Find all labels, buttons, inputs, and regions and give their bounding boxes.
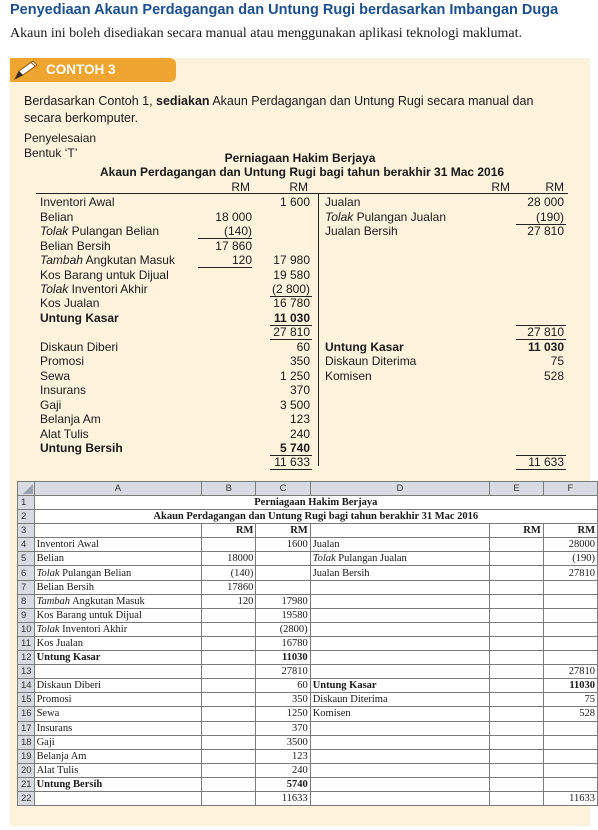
table-row (18, 651, 598, 665)
cell[interactable] (490, 538, 544, 552)
cell[interactable] (202, 651, 256, 665)
cell[interactable] (202, 791, 256, 805)
cell[interactable] (490, 679, 544, 693)
cell[interactable] (34, 665, 202, 679)
cell[interactable]: 11030 (256, 651, 310, 665)
cell[interactable] (202, 665, 256, 679)
cell[interactable]: 5740 (256, 777, 310, 791)
select-all-corner[interactable] (18, 482, 35, 496)
t-label: Tolak Pulangan Jualan (325, 210, 446, 224)
cell[interactable]: 17860 (202, 580, 256, 594)
cell[interactable]: (2800) (256, 622, 310, 636)
column-header-row (18, 482, 598, 496)
cell[interactable]: RM (202, 524, 256, 538)
cell[interactable] (490, 693, 544, 707)
t-value: 240 (289, 427, 310, 441)
row-header[interactable]: 17 (18, 721, 35, 735)
t-label: Inventori Awal (40, 195, 115, 209)
cell[interactable] (202, 538, 256, 552)
cell[interactable]: 60 (256, 679, 310, 693)
table-row (18, 763, 598, 777)
column-header[interactable]: A (34, 482, 202, 496)
cell[interactable] (490, 749, 544, 763)
row-header[interactable]: 8 (18, 594, 35, 608)
t-center-line (318, 193, 319, 466)
cell[interactable] (490, 651, 544, 665)
cell[interactable] (490, 594, 544, 608)
cell[interactable]: 240 (256, 763, 310, 777)
t-value: 16 780 (273, 296, 310, 310)
t-value: 528 (543, 369, 564, 383)
cell[interactable] (256, 580, 310, 594)
t-label: Kos Barang untuk Dijual (40, 268, 169, 282)
section-heading: Penyediaan Akaun Perdagangan dan Untung Rugi berdasarkan Imbangan Duga (10, 2, 559, 18)
intro-text: Berdasarkan Contoh 1, sediakan Akaun Perdagangan dan Untung Rugi secara manual dan secara berkomputer. (24, 94, 534, 125)
t-label: Tolak Inventori Akhir (40, 282, 148, 296)
t-label: Untung Kasar (325, 340, 404, 354)
cell[interactable]: 11633 (543, 791, 597, 805)
t-title-1: Perniagaan Hakim Berjaya (224, 151, 376, 165)
table-row (18, 679, 598, 693)
cell[interactable] (543, 622, 597, 636)
t-value: 1 250 (279, 369, 310, 383)
cell[interactable] (490, 566, 544, 580)
cell[interactable]: Tolak Pulangan Jualan (310, 552, 490, 566)
banner-label: CONTOH 3 (46, 62, 116, 77)
t-value: 17 860 (215, 239, 252, 253)
cell[interactable] (310, 791, 490, 805)
table-row (18, 707, 598, 721)
cell[interactable]: 120 (202, 594, 256, 608)
cell[interactable]: Diskaun Diterima (310, 693, 490, 707)
row-header[interactable]: 7 (18, 580, 35, 594)
t-value: 27 810 (527, 224, 564, 238)
t-total: 11 633 (274, 455, 310, 469)
t-value: 5 740 (279, 441, 310, 455)
cell[interactable]: Promosi (34, 693, 202, 707)
cell[interactable] (202, 721, 256, 735)
t-label: Kos Jualan (40, 296, 100, 310)
cell[interactable]: Kos Jualan (34, 636, 202, 650)
column-header[interactable]: C (256, 482, 310, 496)
t-rm-3: RM (491, 180, 510, 194)
cell[interactable]: (190) (543, 552, 597, 566)
table-row (18, 566, 598, 580)
cell[interactable] (543, 636, 597, 650)
cell[interactable] (543, 580, 597, 594)
column-header[interactable]: E (490, 482, 544, 496)
table-row (18, 721, 598, 735)
section-subheading: Akaun ini boleh disediakan secara manual atau menggunakan aplikasi teknologi maklumat. (10, 26, 523, 41)
cell[interactable] (310, 763, 490, 777)
cell[interactable] (202, 777, 256, 791)
t-title-2: Akaun Perdagangan dan Untung Rugi bagi tahun berakhir 31 Mac 2016 (100, 165, 505, 179)
cell[interactable]: 350 (256, 693, 310, 707)
cell[interactable]: Tambah Angkutan Masuk (34, 594, 202, 608)
t-value: 28 000 (527, 195, 564, 209)
cell[interactable] (490, 763, 544, 777)
cell[interactable]: Tolak Pulangan Belian (34, 566, 202, 580)
cell[interactable] (490, 665, 544, 679)
t-value: 18 000 (215, 210, 252, 224)
t-label: Gaji (40, 398, 62, 412)
t-label: Promosi (40, 354, 85, 368)
cell[interactable]: Gaji (34, 735, 202, 749)
row-header[interactable]: 20 (18, 763, 35, 777)
row-header[interactable]: 2 (18, 510, 35, 524)
cell[interactable] (490, 622, 544, 636)
cell[interactable]: 27810 (256, 665, 310, 679)
t-value: (190) (535, 210, 564, 224)
cell[interactable] (202, 707, 256, 721)
cell[interactable] (310, 749, 490, 763)
row-header[interactable]: 1 (18, 496, 35, 510)
cell[interactable] (543, 594, 597, 608)
cell[interactable]: Jualan (310, 538, 490, 552)
cell[interactable] (490, 580, 544, 594)
cell[interactable]: RM (490, 524, 544, 538)
t-value: (2 800) (271, 282, 310, 296)
cell[interactable]: 17980 (256, 594, 310, 608)
table-row (18, 594, 598, 608)
t-label: Tambah Angkutan Masuk (40, 253, 175, 267)
row-header[interactable]: 22 (18, 791, 35, 805)
cell[interactable]: (140) (202, 566, 256, 580)
t-value: 370 (289, 383, 310, 397)
cell[interactable] (490, 552, 544, 566)
t-value: 350 (289, 354, 310, 368)
cell[interactable] (310, 524, 490, 538)
column-header[interactable]: F (543, 482, 597, 496)
t-value: 17 980 (273, 253, 310, 267)
table-row (18, 552, 598, 566)
cell[interactable]: 11030 (543, 679, 597, 693)
table-row (18, 608, 598, 622)
cell[interactable] (202, 622, 256, 636)
t-value: (140) (223, 224, 252, 238)
column-header[interactable]: B (202, 482, 256, 496)
t-total: 11 633 (528, 455, 564, 469)
cell[interactable]: 27810 (543, 665, 597, 679)
cell[interactable]: RM (256, 524, 310, 538)
row-header[interactable]: 5 (18, 552, 35, 566)
cell[interactable]: 123 (256, 749, 310, 763)
row-header[interactable]: 15 (18, 693, 35, 707)
t-label: Belanja Am (40, 412, 101, 426)
cell[interactable]: 16780 (256, 636, 310, 650)
cell[interactable]: Untung Kasar (34, 651, 202, 665)
t-label: Belian (40, 210, 74, 224)
cell[interactable] (543, 763, 597, 777)
row-header[interactable]: 13 (18, 665, 35, 679)
spreadsheet (17, 481, 598, 806)
cell[interactable] (310, 665, 490, 679)
cell[interactable] (543, 608, 597, 622)
cell[interactable] (310, 651, 490, 665)
t-value: 123 (289, 412, 310, 426)
cell[interactable] (310, 721, 490, 735)
t-rule (270, 469, 312, 470)
t-value: 1 600 (279, 195, 310, 209)
table-row (18, 622, 598, 636)
cell[interactable] (202, 735, 256, 749)
cell[interactable] (543, 651, 597, 665)
cell[interactable]: 3500 (256, 735, 310, 749)
table-row (18, 538, 598, 552)
t-label: Sewa (40, 369, 71, 383)
cell[interactable]: 11633 (256, 791, 310, 805)
t-label: Jualan Bersih (325, 224, 398, 238)
table-row (18, 636, 598, 650)
cell[interactable] (490, 777, 544, 791)
cell[interactable]: Inventori Awal (34, 538, 202, 552)
t-label: Diskaun Diberi (40, 340, 119, 354)
cell[interactable] (34, 791, 202, 805)
t-rm-1: RM (231, 180, 250, 194)
cell[interactable]: 28000 (543, 538, 597, 552)
bentuk-label: Bentuk ‘T’ (24, 146, 78, 160)
cell[interactable] (543, 749, 597, 763)
table-row (18, 693, 598, 707)
table-row (18, 749, 598, 763)
t-value: 120 (231, 253, 252, 267)
cell[interactable]: RM (543, 524, 597, 538)
t-value: 11 030 (273, 311, 310, 325)
cell[interactable] (202, 763, 256, 777)
cell[interactable]: 370 (256, 721, 310, 735)
row-header[interactable]: 11 (18, 636, 35, 650)
pencil-icon (13, 59, 39, 81)
table-row (18, 791, 598, 805)
cell[interactable] (310, 735, 490, 749)
t-label: Belian Bersih (40, 239, 111, 253)
cell[interactable] (256, 552, 310, 566)
t-rule (516, 469, 566, 470)
row-header[interactable]: 9 (18, 608, 35, 622)
cell[interactable] (543, 777, 597, 791)
t-top-line (36, 193, 568, 194)
column-header[interactable]: D (310, 482, 490, 496)
cell[interactable]: Belian (34, 552, 202, 566)
row-header[interactable]: 19 (18, 749, 35, 763)
cell[interactable]: 75 (543, 693, 597, 707)
penyelesaian-label: Penyelesaian (24, 131, 97, 145)
cell[interactable] (543, 735, 597, 749)
cell[interactable] (202, 608, 256, 622)
cell[interactable] (310, 622, 490, 636)
t-value: 19 580 (273, 268, 310, 282)
t-label: Untung Kasar (40, 311, 119, 325)
cell[interactable]: Akaun Perdagangan dan Untung Rugi bagi tahun berakhir 31 Mac 2016 (34, 510, 597, 524)
t-value: 60 (296, 340, 310, 354)
t-value: 3 500 (279, 398, 310, 412)
cell[interactable] (490, 636, 544, 650)
cell[interactable]: Alat Tulis (34, 763, 202, 777)
cell[interactable]: Untung Bersih (34, 777, 202, 791)
cell[interactable]: 19580 (256, 608, 310, 622)
cell[interactable] (202, 693, 256, 707)
cell[interactable]: 18000 (202, 552, 256, 566)
t-rule (198, 267, 252, 268)
row-header[interactable]: 6 (18, 566, 35, 580)
t-rm-4: RM (545, 180, 564, 194)
table-row (18, 524, 598, 538)
cell[interactable]: 1600 (256, 538, 310, 552)
t-label: Alat Tulis (40, 427, 89, 441)
cell[interactable] (34, 524, 202, 538)
t-value: 11 030 (527, 340, 564, 354)
t-rm-2: RM (289, 180, 308, 194)
cell[interactable]: Perniagaan Hakim Berjaya (34, 496, 597, 510)
t-total: 27 810 (527, 325, 564, 339)
cell[interactable] (490, 721, 544, 735)
cell[interactable] (202, 636, 256, 650)
cell[interactable]: Komisen (310, 707, 490, 721)
table-row (18, 580, 598, 594)
cell[interactable] (310, 777, 490, 791)
row-header[interactable]: 3 (18, 524, 35, 538)
cell[interactable] (310, 594, 490, 608)
cell[interactable]: 528 (543, 707, 597, 721)
table-row (18, 510, 598, 524)
table-row (18, 735, 598, 749)
corner-triangle-icon (23, 484, 33, 494)
t-label: Insurans (40, 383, 87, 397)
row-header[interactable]: 10 (18, 622, 35, 636)
t-label: Tolak Pulangan Belian (40, 224, 159, 238)
cell[interactable]: Diskaun Diberi (34, 679, 202, 693)
cell[interactable]: Belanja Am (34, 749, 202, 763)
cell[interactable] (310, 608, 490, 622)
cell[interactable] (490, 608, 544, 622)
cell[interactable]: Sewa (34, 707, 202, 721)
t-label: Untung Bersih (40, 441, 123, 455)
cell[interactable] (256, 566, 310, 580)
table-row (18, 496, 598, 510)
t-label: Komisen (325, 369, 372, 383)
t-label: Diskaun Diterima (325, 354, 417, 368)
row-header[interactable]: 14 (18, 679, 35, 693)
row-header[interactable]: 16 (18, 707, 35, 721)
cell[interactable]: Tolak Inventori Akhir (34, 622, 202, 636)
t-value: 75 (550, 354, 564, 368)
cell[interactable]: 27810 (543, 566, 597, 580)
example-banner (10, 58, 176, 82)
cell[interactable] (490, 791, 544, 805)
row-header[interactable]: 12 (18, 651, 35, 665)
cell[interactable]: Jualan Bersih (310, 566, 490, 580)
t-label: Jualan (325, 195, 361, 209)
cell[interactable] (310, 580, 490, 594)
cell[interactable] (490, 735, 544, 749)
cell[interactable]: Insurans (34, 721, 202, 735)
cell[interactable] (202, 749, 256, 763)
cell[interactable]: 1250 (256, 707, 310, 721)
cell[interactable] (543, 721, 597, 735)
row-header[interactable]: 18 (18, 735, 35, 749)
t-total: 27 810 (273, 325, 310, 339)
cell[interactable]: Untung Kasar (310, 679, 490, 693)
table-row (18, 777, 598, 791)
cell[interactable]: Belian Bersih (34, 580, 202, 594)
cell[interactable] (202, 679, 256, 693)
cell[interactable] (310, 636, 490, 650)
cell[interactable] (490, 707, 544, 721)
row-header[interactable]: 4 (18, 538, 35, 552)
row-header[interactable]: 21 (18, 777, 35, 791)
cell[interactable]: Kos Barang untuk Dijual (34, 608, 202, 622)
table-row (18, 665, 598, 679)
